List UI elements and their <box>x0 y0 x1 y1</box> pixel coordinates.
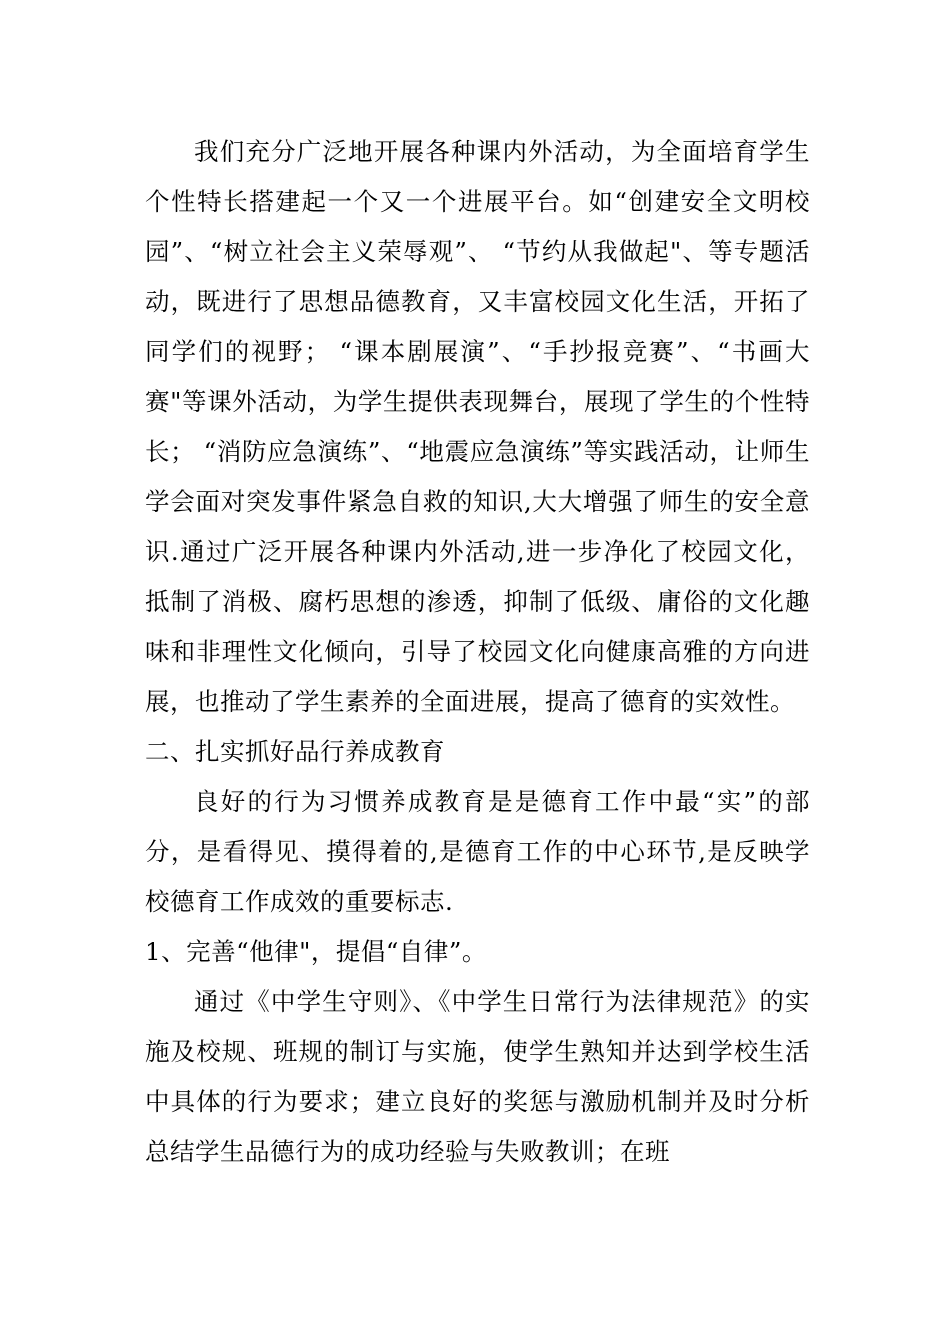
section-heading-character-education: 二、扎实抓好品行养成教育 <box>145 737 445 766</box>
paragraph-behavior-habits: 良好的行为习惯养成教育是是德育工作中最“实”的部分，是看得见、摸得着的,是德育工作的中心环节,是反映学校德育工作成效的重要标志. <box>145 787 810 916</box>
paragraph-activities: 我们充分广泛地开展各种课内外活动，为全面培育学生个性特长搭建起一个又一个进展平台。如“创建安全文明校园”、“树立社会主义荣辱观”、 “节约从我做起"、等专题活动，既进行了思想品德教育，又丰富校园文化生活，开拓了同学们的视野； “课本剧展演”、“手抄报竞赛”、“书画大赛"等课外活动，为学生提供表现舞台，展现了学生的个性特长； “消防应急演练”、“地震应急演练”等实践活动，让师生学会面对突发事件紧急自救的知识,大大增强了师生的安全意识.通过广泛开展各种课内外活动,进一步净化了校园文化，抵制了消极、腐朽思想的渗透，抑制了低级、庸俗的文化趣味和非理性文化倾向，引导了校园文化向健康高雅的方向进展，也推动了学生素养的全面进展，提高了德育的实效性。 <box>145 137 810 716</box>
paragraph-rules-implementation: 通过《中学生守则》、《中学生日常行为法律规范》的实施及校规、班规的制订与实施，使学生熟知并达到学校生活中具体的行为要求；建立良好的奖惩与激励机制并及时分析总结学生品德行为的成功经验与失败教训；在班 <box>145 987 810 1166</box>
subheading-discipline: 1、完善“他律"，提倡“自律”。 <box>145 937 487 966</box>
document-body <box>145 127 810 1177</box>
